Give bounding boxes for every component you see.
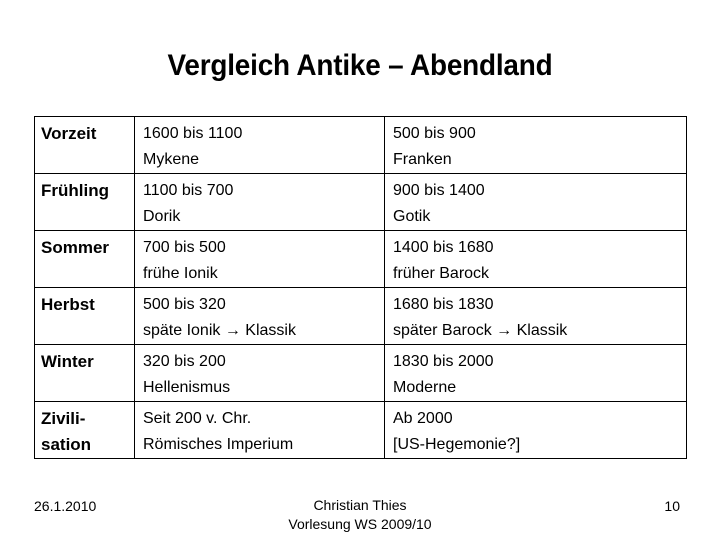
abendland-cell [385, 174, 687, 231]
footer-date: 26.1.2010 [34, 498, 97, 514]
antike-style: Hellenismus [143, 379, 231, 396]
table-row [35, 117, 687, 174]
season-cell [35, 231, 135, 288]
season-label: Frühling [41, 181, 109, 200]
table-row [35, 174, 687, 231]
season-cell [35, 288, 135, 345]
abendland-style: früher Barock [393, 265, 490, 282]
season-cell [35, 117, 135, 174]
abendland-cell [385, 117, 687, 174]
abendland-style: später Barock → Klassik [393, 322, 568, 339]
comparison-table [34, 116, 687, 459]
antike-style: Dorik [143, 208, 181, 225]
season-cell [35, 345, 135, 402]
abendland-cell [385, 345, 687, 402]
season-label: Winter [41, 352, 94, 371]
abendland-cell [385, 231, 687, 288]
table-row [35, 288, 687, 345]
abendland-period: 1830 bis 2000 [393, 353, 494, 370]
footer-credit [0, 496, 720, 534]
abendland-style: Moderne [393, 379, 457, 396]
abendland-cell [385, 402, 687, 459]
antike-period: 500 bis 320 [143, 296, 226, 313]
antike-style: Römisches Imperium [143, 436, 294, 453]
slide-title: Vergleich Antike – Abendland [167, 49, 553, 82]
season-cell [35, 174, 135, 231]
table-row [35, 345, 687, 402]
season-cell [35, 402, 135, 459]
footer-course: Vorlesung WS 2009/10 [288, 516, 432, 532]
antike-period: Seit 200 v. Chr. [143, 410, 252, 427]
page-number: 10 [664, 498, 680, 514]
antike-cell [135, 402, 385, 459]
antike-style: späte Ionik → Klassik [143, 322, 296, 339]
antike-style: frühe Ionik [143, 265, 218, 282]
season-label: Vorzeit [41, 124, 97, 143]
season-label-line1: Zivili- [41, 409, 86, 428]
footer-author: Christian Thies [313, 497, 407, 513]
antike-cell [135, 345, 385, 402]
season-label: Sommer [41, 238, 110, 257]
abendland-period: Ab 2000 [393, 410, 453, 427]
antike-period: 1100 bis 700 [143, 182, 234, 199]
antike-cell [135, 288, 385, 345]
abendland-period: 900 bis 1400 [393, 182, 485, 199]
antike-cell [135, 174, 385, 231]
abendland-style: Gotik [393, 208, 431, 225]
season-label: Herbst [41, 295, 95, 314]
table-row [35, 231, 687, 288]
abendland-period: 500 bis 900 [393, 125, 476, 142]
abendland-style: Franken [393, 151, 452, 168]
antike-style: Mykene [143, 151, 200, 168]
abendland-period: 1400 bis 1680 [393, 239, 494, 256]
abendland-period: 1680 bis 1830 [393, 296, 494, 313]
antike-period: 1600 bis 1100 [143, 125, 243, 142]
antike-period: 700 bis 500 [143, 239, 226, 256]
season-label-line2: sation [41, 435, 92, 454]
antike-cell [135, 117, 385, 174]
table-row [35, 402, 687, 459]
abendland-cell [385, 288, 687, 345]
abendland-style: [US-Hegemonie?] [393, 436, 521, 453]
antike-cell [135, 231, 385, 288]
antike-period: 320 bis 200 [143, 353, 226, 370]
